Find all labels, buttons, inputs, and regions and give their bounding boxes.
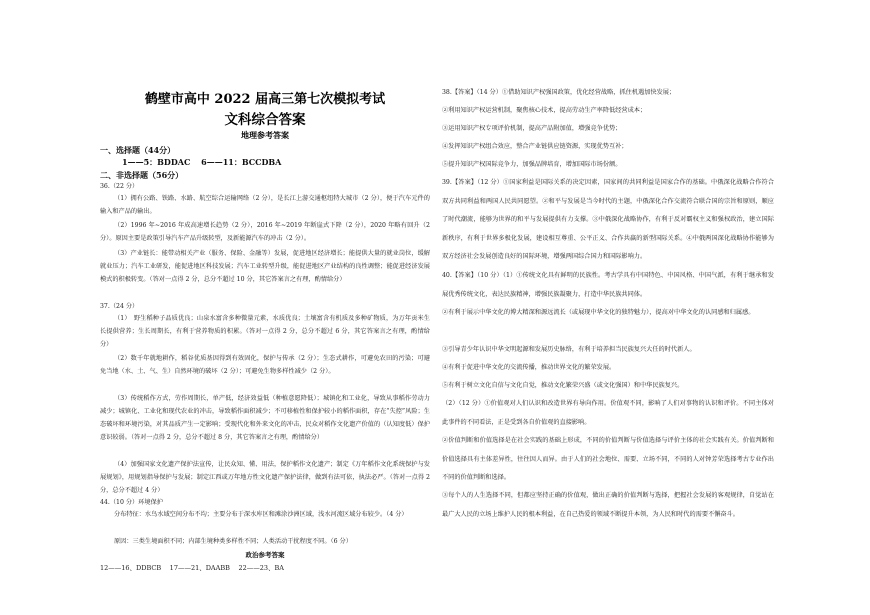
pol-q40-part1-item4: ④有利于促进中华文化的交流传播，推动世界文化的繁荣发展。 [442,364,616,371]
pol-q40-part2-item2: ②价值判断和价值选择是在社会实践的基础上形成，不同的价值判断与价值选择与评价主体的社会实践有关。价值判断和价值选择具有主体差异性，往往因人而异。由于人们的社会地位、需要、立场不同，不同的人对钟芳荣选择考古专业作出不同的价值判断和选择。 [442,437,774,482]
answer-title: 文科综合答案 [224,112,306,128]
geo-q44-heading: 44.（10 分）环境保护 [100,499,163,506]
pol-q39-answer: 39.【答案】（12 分）①国家利益是国际关系的决定因素，国家间的共同利益是国家合作的基础。中俄深化战略合作符合双方共同利益和两国人民共同愿望。②和平与发展是当今时代的主题，中俄深化合作交流符合联合国的宗旨和原则，顺应了时代潮流，能够为世界的和平与发展提供有力支撑。③中俄深化战略协作，有利于反对霸权主义和强权政治，建立国际新秩序，有利于世界多极化发展，建设相互尊重、公平正义、合作共赢的新型国际关系。④中俄两国深化战略协作能够为双方经济社会发展创造良好的国际环境，增强两国综合国力和国际影响力。 [442,179,774,261]
pol-q38-item1: 38.【答案】（14 分）①借助知识产权强国政策，优化经营战略，抓住机遇加快发展； [442,89,676,96]
pol-q40-part1-item5: ⑤有利于树立文化自信与文化自觉，推动文化繁荣兴盛（或文化强国）和中华民族复兴。 [442,382,684,389]
pol-q38-item3: ③运用知识产权专项评价机制，提高产品附加值，增强竞争优势； [442,125,622,132]
exam-title: 鹤壁市高中 2022 届高三第七次模拟考试 [144,92,386,107]
geo-q44-distribution: 分布特征：水鸟水域空间分布不均；主要分布于深水库区和滩涂沙洲区域，浅水河流区域分布较少。（4 分） [114,511,408,518]
choice-heading: 一、选择题（44分） [100,145,176,155]
pol-q38-item4: ④发挥知识产权组合效应，整合产业链供应链资源，实现优势互补； [442,143,628,150]
nonchoice-heading: 二、非选择题（56分） [100,170,184,180]
pol-q38-item5: ⑤提升知识产权国际竞争力，加强品牌培育，增加国际市场份额。 [442,161,622,168]
geo-q37-part1: （1） 野生稻种子品质优良；山泉水富含多种微量元素，水质优良；土壤富含有机质及多种矿物质，为万年贡米生长提供营养；生长周期长，有利于营养物质的积累。（答对一点得 2 分，总分不超过 6 分，其它答案言之有理，酌情给分） [100,315,430,348]
pol-q40-part1-item2: ②有利于展示中华文化的博大精深和源远流长（或展现中华文化的独特魅力），提高对中华文化的认同感和归属感。 [442,309,755,316]
geo-q37-heading: 37.（24 分） [100,303,139,310]
geo-q36-heading: 36.（22 分） [100,183,139,190]
geography-section-title: 地理参考答案 [241,130,289,140]
geo-q36-part3: （3）产业链长：能带动相关产业（服务、保险、金融等）发展，促进地区经济增长；能提供大量的就业岗位，缓解就业压力；汽车工业研发，能促进地区科技发展；汽车工业转型升级，能促进地区产业结构的良性调整；能促进经济发展模式的积极转变。（答对一点得 2 分，总分不超过 10 分，其它答案言之有理，酌情给分） [100,250,430,283]
geo-q36-part2: （2）1996 年~2016 年成高速增长趋势（2 分），2016 年~2019 年断崖式下降（2 分），2020 年略有回升（2 分）。原因主要是政策引导汽车产品升级转型，及新能源汽车的冲击（2 分）。 [100,222,430,242]
geo-q37-part3: （3）传统稻作方式，劳作周期长，单产低，经济效益低（种植意愿降低）；城镇化和工业化，导致从事稻作劳动力减少；城镇化、工业化和现代农业的冲击，导致稻作面积减少；不可移植性和保护较小的稻作面积，存在“失控”风险；生态破坏和环境污染，对其品质产生一定影响；受现代化和外来文化的冲击，民众对稻作文化遗产价值的（认知度低）保护意识较弱。（答对一点得 2 分，总分不超过 8 分，其它答案言之有理，酌情给分） [100,395,430,441]
geo-q37-part2: （2）数千年就地耕作，稻谷优质基因得到有效固化，保护与传承（2 分）；生态式耕作，可避免农田的污染；可避免当地（水、土、气、生）自然环境的破坏（2 分）；可避免生物多样性减少（2 分）。 [100,355,430,375]
politics-section-title: 政治参考答案 [245,551,285,559]
pol-q40-part1-item3: ③引导青少年认识中华文明起源和发展历史脉络，有利于培养担当民族复兴大任的时代新人。 [442,346,696,353]
geo-q37-part4: （4）加强国家文化遗产保护法宣传，让民众知、懂、用法，保护稻作文化遗产；制定《万年稻作文化系统保护与发展规划》，用规划指导保护与发展；制定江西或万年地方性文化遗产保护法律，做到有法可依，执法必严。（答对一点得 2 分，总分不超过 4 分） [100,461,430,494]
pol-q40-part2-item3: ③每个人的人生选择不同，但都应坚持正确的价值观，做出正确的价值判断与选择，把握社会发展的客观规律，自觉站在最广大人民的立场上维护人民的根本利益，在自己热爱的领域不断提升本领，为人民和时代的需要不懈奋斗。 [442,492,774,518]
pol-q38-item2: ②利用知识产权运营机制，聚焦核心技术，提高劳动生产率降低经营成本； [442,107,647,114]
choice-answers: 1——5：BDDAC 6——11：BCCDBA [122,157,282,167]
geo-q44-reason: 原因：三类生境面积不同；内部生境种类多样性不同；人类活动干扰程度不同。（6 分） [114,538,352,545]
politics-choice-answers: 12——16、DDBCB 17——21、DAABB 22——23、BA [100,564,284,572]
pol-q40-part1-item1: 40.【答案】（10 分）（1）①传统文化具有鲜明的民族性。考古学具有中国特色、中国风格、中国气派，有利于继承和发展优秀传统文化，表达民族精神，增强民族凝聚力，打造中华民族共同体。 [442,272,774,298]
pol-q40-part2-item1: （2）（12 分）①价值观对人们认识和改造世界有导向作用。价值观不同，影响了人们对事物的认识和评价。不同主体对此事件的不同看法，正是受到各自价值观的直接影响。 [442,400,774,426]
geo-q36-part1: （1）拥有公路、铁路、水路、航空综合运输网络（2 分），是长江上游交通枢纽特大城市（2 分），便于汽车元件的输入和产品的输出。 [100,195,430,215]
